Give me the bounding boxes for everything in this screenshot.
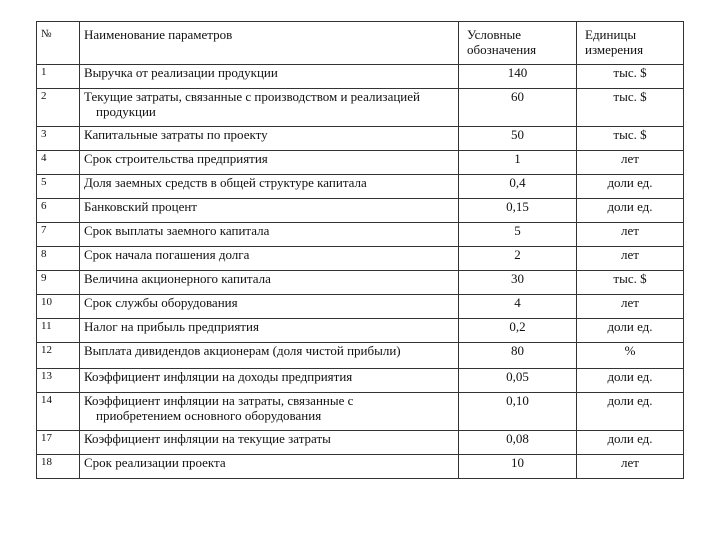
parameter-name-line1: Банковский процент (84, 199, 197, 214)
parameter-unit: доли ед. (577, 393, 684, 431)
parameter-name-line1: Доля заемных средств в общей структуре капитала (84, 175, 367, 190)
parameter-unit: % (577, 343, 684, 369)
table-row (37, 199, 684, 223)
row-number: 7 (37, 223, 80, 247)
parameter-unit: лет (577, 295, 684, 319)
parameter-name (80, 65, 459, 89)
parameter-value: 10 (459, 455, 577, 479)
parameter-unit: лет (577, 455, 684, 479)
row-number: 17 (37, 431, 80, 455)
row-number: 13 (37, 369, 80, 393)
header-parameter-name: Наименование параметров (80, 22, 459, 65)
parameter-name (80, 199, 459, 223)
table-row (37, 319, 684, 343)
parameter-name-line2: продукции (96, 104, 156, 119)
header-unit (577, 22, 684, 65)
header-symbol (459, 22, 577, 65)
parameter-value: 5 (459, 223, 577, 247)
parameter-name-line1: Капитальные затраты по проекту (84, 127, 268, 142)
row-number: 8 (37, 247, 80, 271)
parameter-name (80, 455, 459, 479)
parameter-value: 0,08 (459, 431, 577, 455)
row-number: 3 (37, 127, 80, 151)
parameter-name (80, 127, 459, 151)
parameter-name (80, 319, 459, 343)
header-unit-line2: измерения (585, 42, 644, 57)
header-symbol-line2: обозначения (467, 42, 537, 57)
parameter-name-line1: Коэффициент инфляции на затраты, связанные с (84, 393, 354, 408)
parameter-name-line1: Коэффициент инфляции на текущие затраты (84, 431, 331, 446)
parameter-name-line1: Коэффициент инфляции на доходы предприятия (84, 369, 353, 384)
row-number: 6 (37, 199, 80, 223)
parameter-value: 0,05 (459, 369, 577, 393)
parameter-name-line1: Величина акционерного капитала (84, 271, 271, 286)
row-number: 5 (37, 175, 80, 199)
parameter-name (80, 393, 459, 431)
parameter-name (80, 431, 459, 455)
parameter-name (80, 223, 459, 247)
parameter-value: 140 (459, 65, 577, 89)
table-header-row (37, 22, 684, 65)
parameter-value: 0,15 (459, 199, 577, 223)
row-number: 10 (37, 295, 80, 319)
table-row (37, 271, 684, 295)
table-row (37, 65, 684, 89)
parameter-name-line2: приобретением основного оборудования (96, 408, 322, 423)
table-row (37, 455, 684, 479)
parameter-name (80, 369, 459, 393)
parameter-name (80, 343, 459, 369)
parameter-value: 0,4 (459, 175, 577, 199)
row-number: 9 (37, 271, 80, 295)
table-row (37, 369, 684, 393)
row-number: 4 (37, 151, 80, 175)
parameter-unit: тыс. $ (577, 271, 684, 295)
parameter-value: 50 (459, 127, 577, 151)
table-row (37, 393, 684, 431)
parameter-name-line1: Налог на прибыль предприятия (84, 319, 259, 334)
table-row (37, 89, 684, 127)
header-symbol-line1: Условные (467, 27, 521, 42)
parameter-unit: доли ед. (577, 199, 684, 223)
parameter-name (80, 89, 459, 127)
parameter-name (80, 247, 459, 271)
parameter-name (80, 151, 459, 175)
parameter-name-line1: Выплата дивидендов акционерам (доля чистой прибыли) (84, 343, 401, 358)
parameter-unit: доли ед. (577, 431, 684, 455)
parameter-unit: лет (577, 247, 684, 271)
row-number: 12 (37, 343, 80, 369)
parameter-value: 4 (459, 295, 577, 319)
parameter-value: 80 (459, 343, 577, 369)
parameter-unit: доли ед. (577, 175, 684, 199)
parameter-value: 0,10 (459, 393, 577, 431)
row-number: 14 (37, 393, 80, 431)
parameter-name-line1: Срок службы оборудования (84, 295, 238, 310)
row-number: 1 (37, 65, 80, 89)
table-row (37, 343, 684, 369)
parameter-unit: доли ед. (577, 319, 684, 343)
parameter-unit: лет (577, 151, 684, 175)
table-row (37, 127, 684, 151)
parameter-value: 30 (459, 271, 577, 295)
parameter-name-line1: Текущие затраты, связанные с производством и реализацией (84, 89, 420, 104)
table-row (37, 175, 684, 199)
parameter-value: 60 (459, 89, 577, 127)
parameter-value: 1 (459, 151, 577, 175)
table-row (37, 247, 684, 271)
parameter-value: 2 (459, 247, 577, 271)
parameter-unit: тыс. $ (577, 65, 684, 89)
parameter-unit: тыс. $ (577, 127, 684, 151)
parameter-name (80, 271, 459, 295)
table-row (37, 151, 684, 175)
row-number: 2 (37, 89, 80, 127)
row-number: 11 (37, 319, 80, 343)
parameter-name-line1: Срок строительства предприятия (84, 151, 268, 166)
parameter-value: 0,2 (459, 319, 577, 343)
parameter-unit: лет (577, 223, 684, 247)
parameter-name (80, 295, 459, 319)
table-row (37, 223, 684, 247)
table-row (37, 431, 684, 455)
parameter-unit: доли ед. (577, 369, 684, 393)
parameter-name-line1: Срок начала погашения долга (84, 247, 250, 262)
parameter-name (80, 175, 459, 199)
parameter-name-line1: Выручка от реализации продукции (84, 65, 278, 80)
header-number: № (37, 22, 80, 65)
parameter-name-line1: Срок выплаты заемного капитала (84, 223, 270, 238)
row-number: 18 (37, 455, 80, 479)
parameters-table (36, 21, 684, 479)
parameter-name-line1: Срок реализации проекта (84, 455, 226, 470)
table-row (37, 295, 684, 319)
parameter-unit: тыс. $ (577, 89, 684, 127)
header-unit-line1: Единицы (585, 27, 637, 42)
